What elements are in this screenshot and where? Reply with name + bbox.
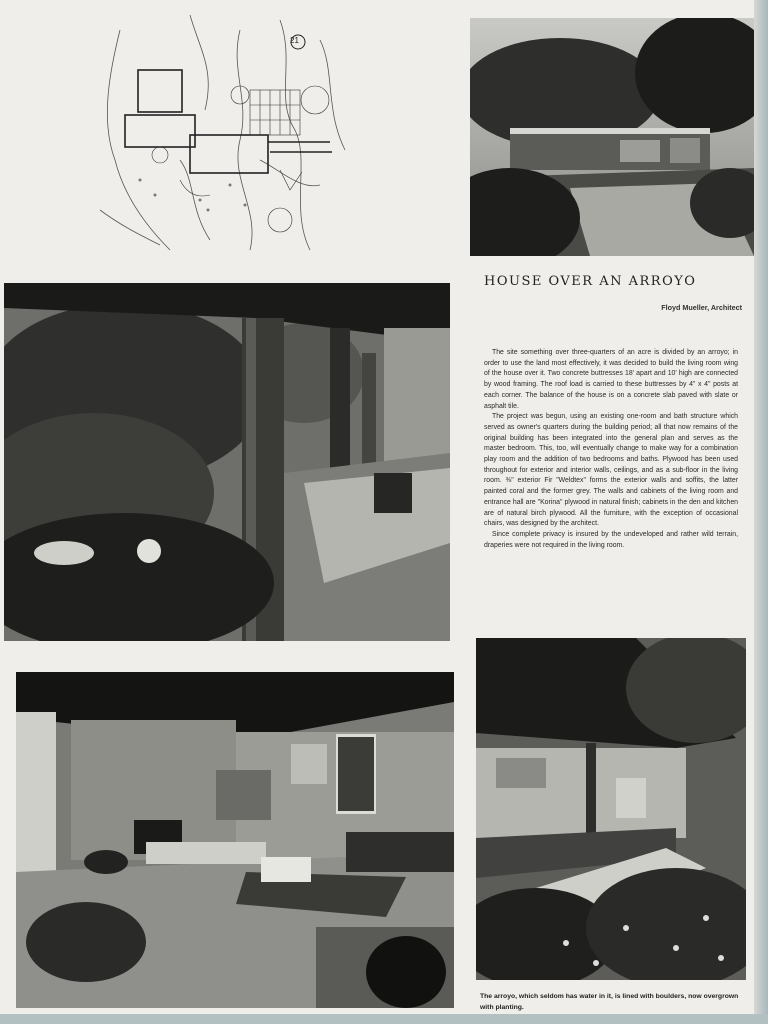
- body-paragraph: The site something over three-quarters of an acre is divided by an arroyo; in order to use the land most effectively, it was decided to build the living room wing of the house over it. Two concrete buttresses 18' apart and 10' high are connected by wood framing. The roof load is carried to these buttresses by 4" x 4" posts at each corner. The balance of the house is on a concrete slab paved with slate or asphalt tile.: [484, 349, 738, 410]
- site-plan-drawing: [80, 10, 360, 260]
- body-paragraph: The project was begun, using an existing one-room and bath structure which served as owner's quarters during the building period; all that now remains of the original building has been integrated into the general plan and serves as the master bedroom. This, too, will eventually change to make way for a combination play room and the addition of two bedrooms and baths. Plywood has been used throughout for exterior and interior walls, ceilings, and as a sub-floor in the living room. ⅜" exterior Fir "Weldtex" forms the exterior walls and soffits, the latter painted coral and the former grey. The walls and cabinets of the living room and entrance hall are "Korina" plywood in natural finish; cabinets in the den and kitchen are of natural birch plywood. All the furniture, with the exception of occasional chairs, was designed by the architect.: [484, 413, 738, 528]
- page-edge: [754, 0, 768, 1024]
- arroyo-garden-photo: [476, 638, 746, 980]
- article-title: HOUSE OVER AN ARROYO: [484, 274, 697, 289]
- photo-caption: The arroyo, which seldom has water in it, is lined with boulders, now overgrown with planting.: [480, 993, 739, 1011]
- exterior-photo: [470, 18, 754, 256]
- background-surface: [0, 1014, 768, 1024]
- architect-credit: Floyd Mueller, Architect: [661, 303, 742, 312]
- body-paragraph: Since complete privacy is insured by the undeveloped and rather wild terrain, draperies were not required in the living room.: [484, 530, 738, 549]
- living-room-photo: [16, 672, 454, 1008]
- page-number: 21: [290, 36, 299, 45]
- article-body: [484, 348, 738, 551]
- porch-photo: [4, 283, 450, 641]
